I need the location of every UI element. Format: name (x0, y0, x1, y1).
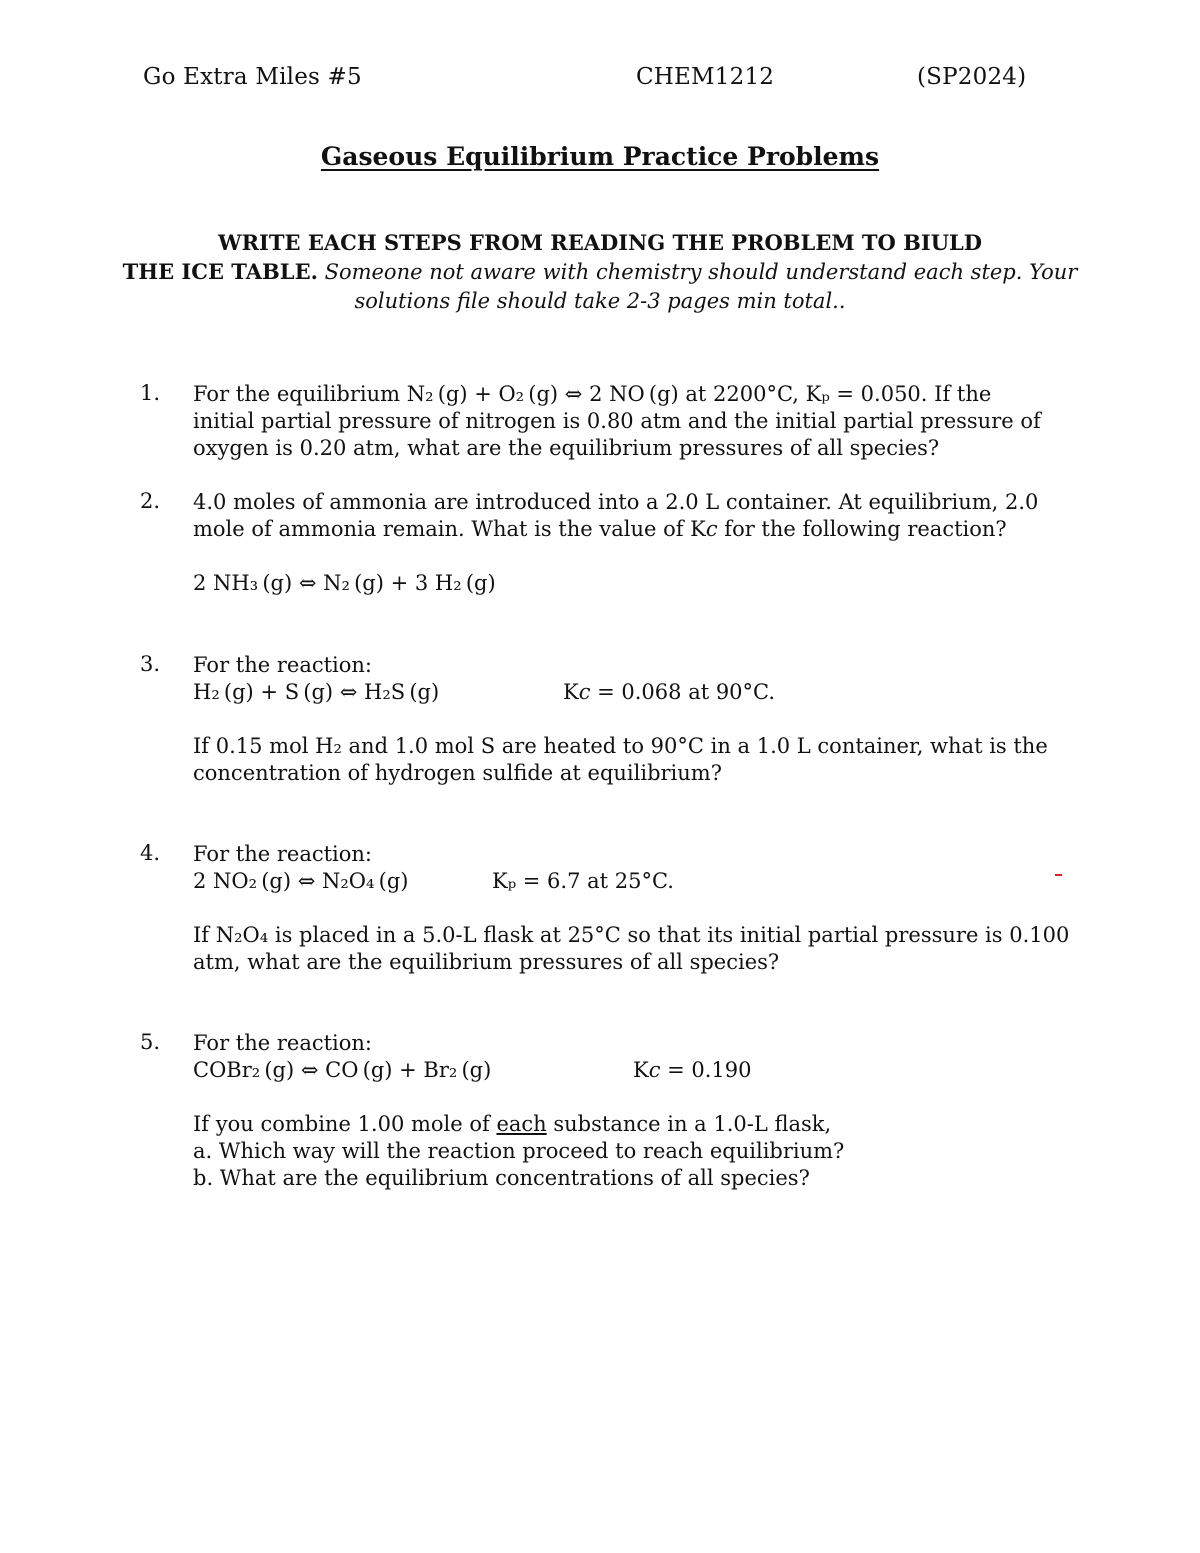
question-3-number: 3. (140, 652, 161, 676)
page-title: Gaseous Equilibrium Practice Problems (320, 142, 880, 171)
question-1-line-2: initial partial pressure of nitrogen is 0.80 atm and the initial partial pressure of (193, 409, 1041, 433)
question-5-line-1-post: substance in a 1.0-L flask, (546, 1112, 832, 1136)
question-3-label: For the reaction: (193, 653, 372, 677)
question-5-equation-row (193, 1057, 1073, 1084)
question-4-line-1: If N₂O₄ is placed in a 5.0-L flask at 25°C so that its initial partial pressure is 0.100 (193, 923, 1070, 947)
question-5-line-1-pre: If you combine 1.00 mole of (193, 1112, 497, 1136)
question-1-line-3: oxygen is 0.20 atm, what are the equilibrium pressures of all species? (193, 436, 940, 460)
question-1-number: 1. (140, 381, 161, 405)
header-course-label: Go Extra Miles #5 (143, 64, 362, 90)
question-2-equation: 2 NH₃ (g) ⇔ N₂ (g) + 3 H₂ (g) (193, 571, 496, 595)
question-4-label: For the reaction: (193, 842, 372, 866)
question-5-part-a: a. Which way will the reaction proceed to reach equilibrium? (193, 1139, 845, 1163)
question-1-line-1: For the equilibrium N₂ (g) + O₂ (g) ⇔ 2 NO (g) at 2200°C, Kₚ = 0.050. If the (193, 382, 992, 406)
question-5-emphasis: each (496, 1112, 547, 1136)
question-2 (193, 489, 1073, 597)
header-course-code: CHEM1212 (636, 64, 775, 90)
question-2-number: 2. (140, 489, 161, 513)
question-3-equation: H₂ (g) + S (g) ⇔ H₂S (g) (193, 680, 440, 704)
question-5-constant: K𝑐 = 0.190 (633, 1058, 752, 1082)
red-dash-mark (1055, 874, 1062, 876)
question-2-line-1: 4.0 moles of ammonia are introduced into a 2.0 L container. At equilibrium, 2.0 (193, 490, 1039, 514)
question-4-equation: 2 NO₂ (g) ⇔ N₂O₄ (g) (193, 869, 409, 893)
question-3-line-1: If 0.15 mol H₂ and 1.0 mol S are heated to 90°C in a 1.0 L container, what is the (193, 734, 1048, 758)
instructions-line-2 (100, 257, 1100, 287)
question-5-equation: COBr₂ (g) ⇔ CO (g) + Br₂ (g) (193, 1058, 492, 1082)
question-4-equation-row (193, 868, 1073, 895)
question-4-number: 4. (140, 841, 161, 865)
question-4-constant: Kₚ = 6.7 at 25°C. (492, 869, 674, 893)
instructions-italic-part: Someone not aware with chemistry should understand each step. Your (317, 260, 1078, 284)
instructions-line-1: WRITE EACH STEPS FROM READING THE PROBLEM TO BIULD (218, 230, 982, 255)
question-4-line-2: atm, what are the equilibrium pressures of all species? (193, 950, 780, 974)
question-3-line-2: concentration of hydrogen sulfide at equilibrium? (193, 761, 722, 785)
instructions (100, 228, 1100, 316)
question-5-label: For the reaction: (193, 1031, 372, 1055)
question-3-equation-row (193, 679, 1073, 706)
header-semester: (SP2024) (917, 64, 1027, 90)
instructions-bold-part: THE ICE TABLE. (122, 259, 318, 284)
question-5-line-1 (193, 1111, 1073, 1138)
question-3 (193, 652, 1073, 787)
question-4 (193, 841, 1073, 976)
question-5-part-b: b. What are the equilibrium concentrations of all species? (193, 1166, 810, 1190)
question-1 (193, 381, 1073, 462)
instructions-line-3: solutions file should take 2-3 pages min total.. (354, 289, 846, 313)
question-2-line-2: mole of ammonia remain. What is the value of K𝑐 for the following reaction? (193, 517, 1007, 541)
question-5-number: 5. (140, 1030, 161, 1054)
question-3-constant: K𝑐 = 0.068 at 90°C. (563, 680, 776, 704)
question-5 (193, 1030, 1073, 1192)
